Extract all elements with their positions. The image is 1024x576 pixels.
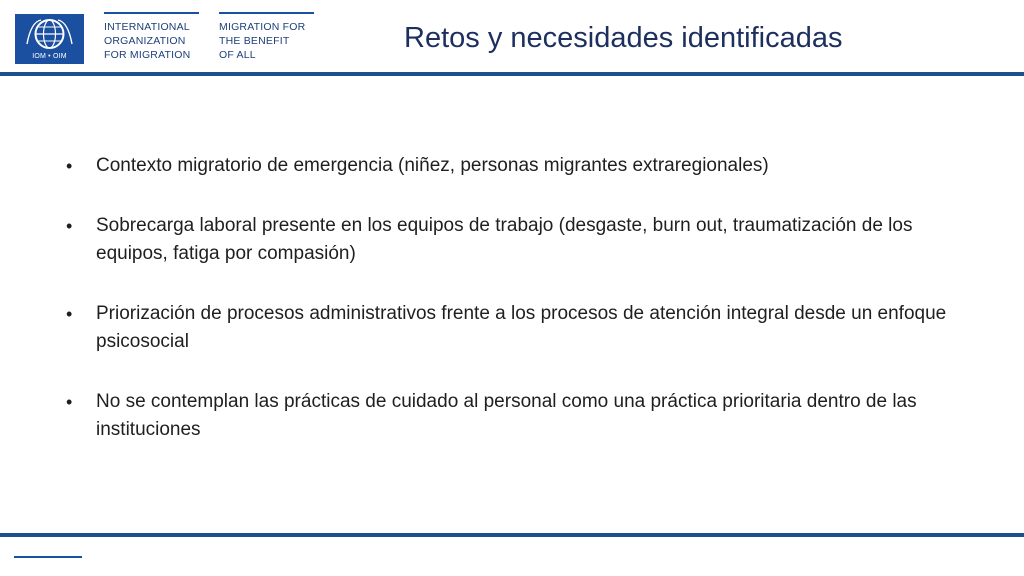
org-name [104,12,199,62]
iom-logo [15,14,84,64]
bullet-item: • Priorización de procesos administrativos frente a los procesos de atención integral desde un enfoque psicosocial [66,300,976,356]
org-name-rule [104,12,199,14]
tagline-line: OF ALL [219,49,256,61]
footer-mark [14,556,82,558]
org-name-line: INTERNATIONAL [104,21,190,33]
footer-divider [0,533,1024,537]
tagline-line: THE BENEFIT [219,35,290,47]
bullet-item: • Contexto migratorio de emergencia (niñez, personas migrantes extraregionales) [66,152,976,180]
tagline-line: MIGRATION FOR [219,21,306,33]
bullet-item: • No se contemplan las prácticas de cuidado al personal como una práctica prioritaria dentro de las instituciones [66,388,976,444]
tagline [219,12,314,62]
slide-title: Retos y necesidades identificadas [404,22,843,54]
bullet-list [66,152,976,476]
tagline-rule [219,12,314,14]
org-name-line: ORGANIZATION [104,35,186,47]
logo-label: IOM • OIM [32,53,67,60]
iom-globe-emblem-icon [15,14,84,54]
bullet-item: • Sobrecarga laboral presente en los equipos de trabajo (desgaste, burn out, traumatización de los equipos, fatiga por compasión) [66,212,976,268]
org-name-line: FOR MIGRATION [104,49,191,61]
header-divider [0,72,1024,76]
